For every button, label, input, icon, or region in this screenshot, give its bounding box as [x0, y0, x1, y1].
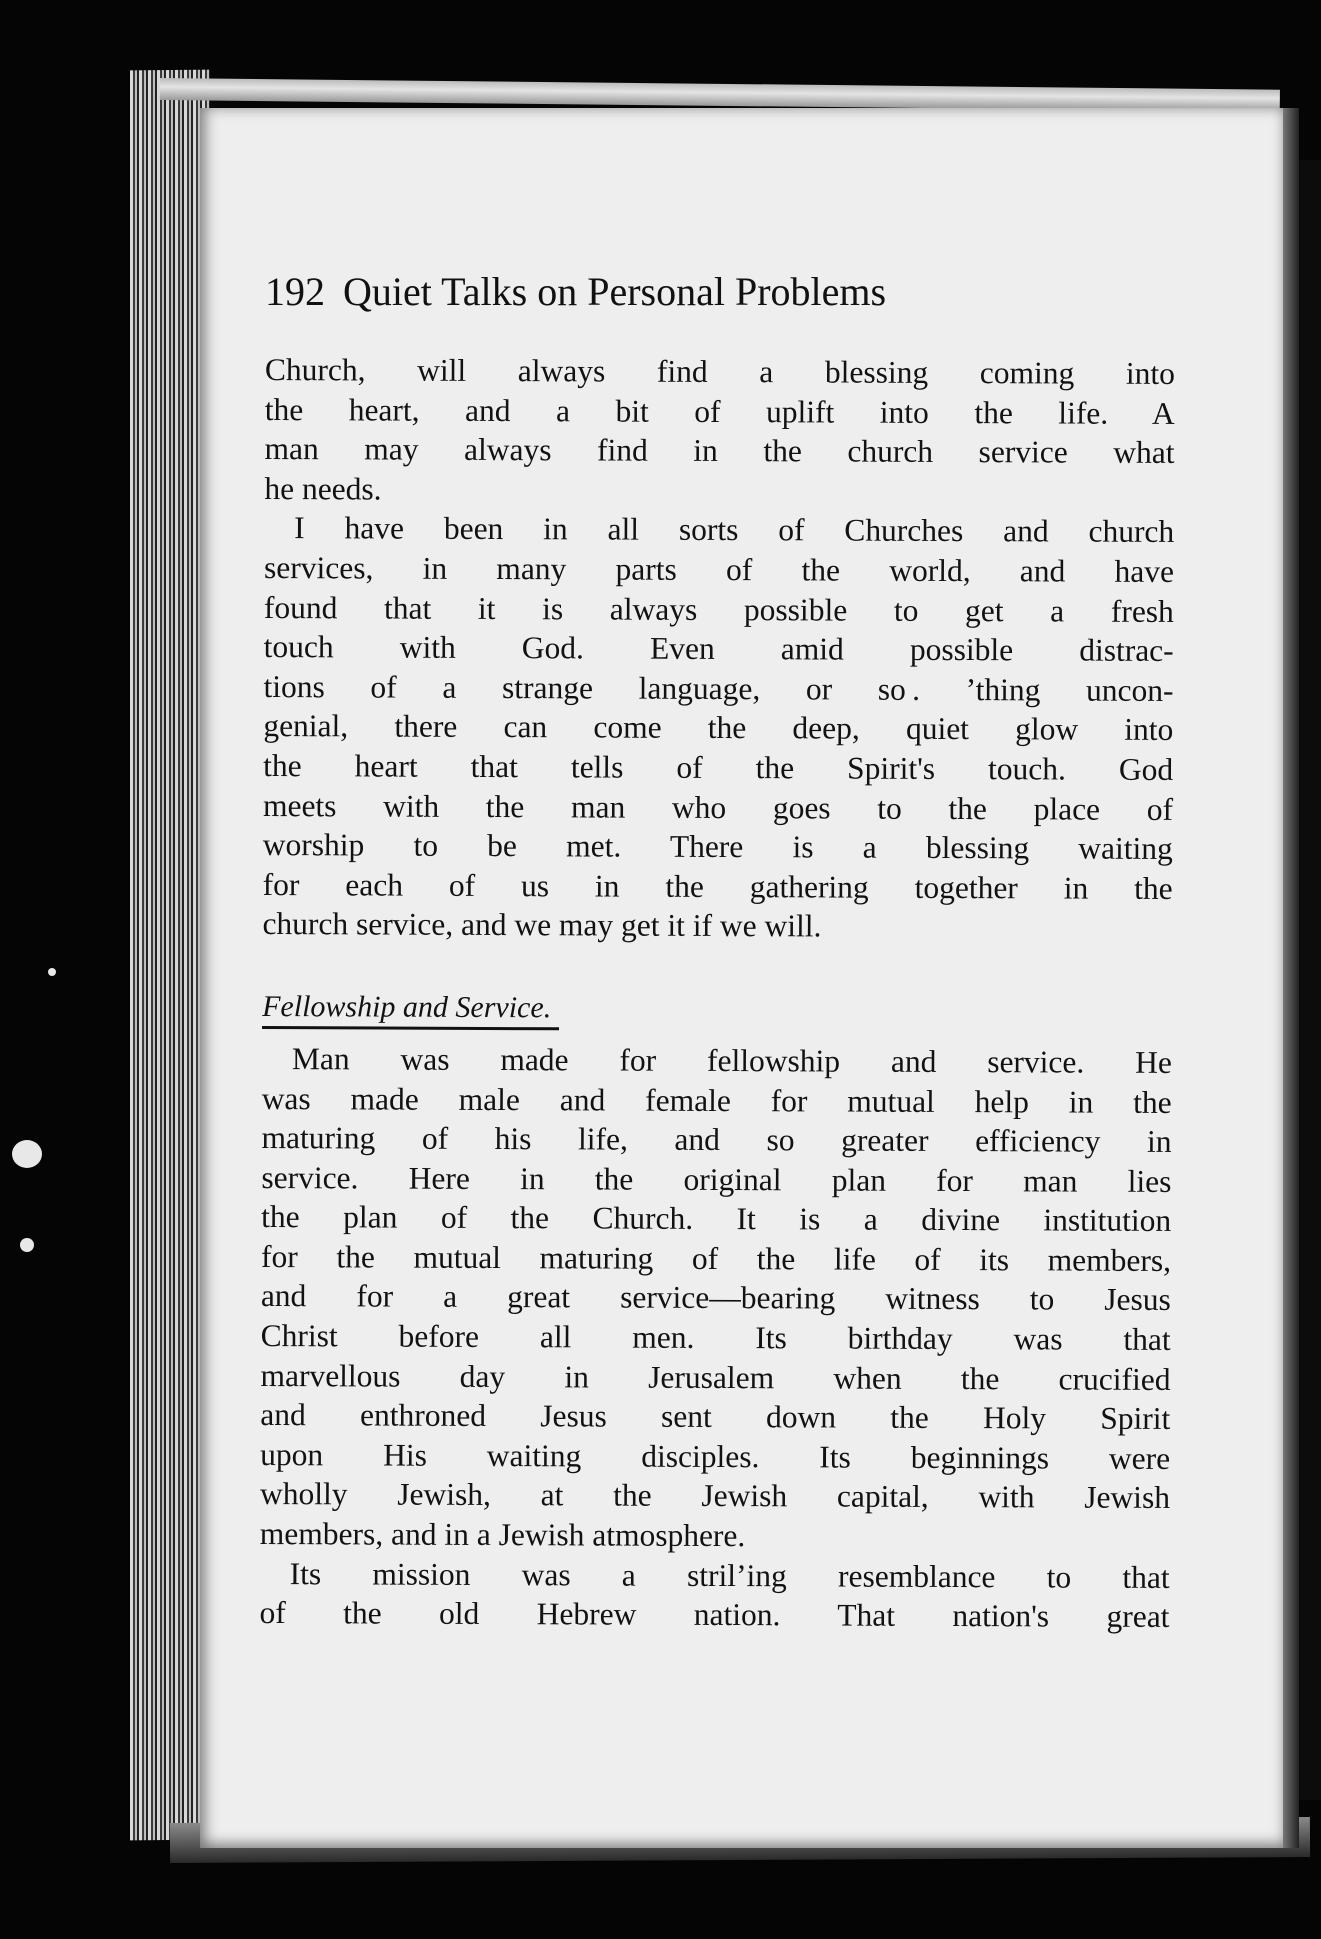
- right-background: [1299, 160, 1321, 1800]
- text-line: was made male and female for mutual help in the: [261, 1080, 1172, 1120]
- speck: [12, 1140, 42, 1168]
- text-line: touch with God. Even amid possible distrac-: [263, 629, 1174, 669]
- text-line: maturing of his life, and so greater efficiency in: [261, 1120, 1172, 1160]
- text-line: wholly Jewish, at the Jewish capital, with Jewish: [259, 1476, 1171, 1516]
- text-line: the heart that tells of the Spirit's touch. God: [263, 747, 1174, 787]
- text-line: Its mission was a stril’ing resemblance to that: [289, 1555, 1170, 1595]
- text-line: worship to be met. There is a blessing waiting: [262, 827, 1173, 867]
- text-line: meets with the man who goes to the place of: [262, 787, 1174, 827]
- text-line: and for a great service—bearing witness to Jesus: [260, 1278, 1171, 1318]
- text-line: services, in many parts of the world, and have: [263, 549, 1175, 589]
- text-line: Man was made for fellowship and service. He: [291, 1041, 1172, 1080]
- text-line: for each of us in the gathering together in the: [262, 866, 1173, 906]
- page-number: 192: [265, 269, 325, 314]
- text-line: genial, there can come the deep, quiet glow into: [263, 708, 1174, 748]
- running-header: [265, 268, 1165, 315]
- book-page-edges: [130, 70, 210, 1841]
- speck: [48, 968, 56, 976]
- text-line: man may always find in the church service what: [264, 431, 1175, 471]
- text-line: he needs.: [264, 470, 382, 507]
- text-line: marvellous day in Jerusalem when the crucified: [260, 1357, 1171, 1397]
- text-line: service. Here in the original plan for man lies: [261, 1159, 1172, 1199]
- page-right-shadow: [1283, 108, 1299, 1848]
- text-line: members, and in a Jewish atmosphere.: [259, 1516, 746, 1554]
- text-line: of the old Hebrew nation. That nation's great: [259, 1595, 1170, 1635]
- text-line: for the mutual maturing of the life of its members,: [260, 1238, 1172, 1278]
- text-line: tions of a strange language, or so . ’thing uncon-: [263, 668, 1174, 708]
- text-line: the heart, and a bit of uplift into the life. A: [264, 391, 1175, 431]
- paragraph-3: [260, 1039, 1172, 1558]
- text-line: upon His waiting disciples. Its beginnings were: [260, 1436, 1171, 1476]
- text-line: church service, and we may get it if we will.: [262, 906, 822, 944]
- text-line: and enthroned Jesus sent down the Holy Spirit: [260, 1397, 1171, 1437]
- text-line: found that it is always possible to get a fresh: [263, 589, 1174, 629]
- speck: [20, 1238, 34, 1252]
- paragraph-2: [262, 508, 1174, 947]
- text-line: the plan of the Church. It is a divine institution: [261, 1199, 1172, 1239]
- book-title: Quiet Talks on Personal Problems: [343, 269, 887, 314]
- paragraph-1: [264, 350, 1175, 512]
- page-body: [259, 350, 1175, 1637]
- paragraph-4: [259, 1554, 1169, 1637]
- text-line: Christ before all men. Its birthday was that: [260, 1318, 1171, 1358]
- text-line: I have been in all sorts of Churches and church: [294, 510, 1175, 550]
- book-top-edge: [160, 78, 1280, 112]
- text-line: Church, will always find a blessing coming into: [264, 351, 1175, 391]
- section-heading: Fellowship and Service.: [262, 988, 559, 1030]
